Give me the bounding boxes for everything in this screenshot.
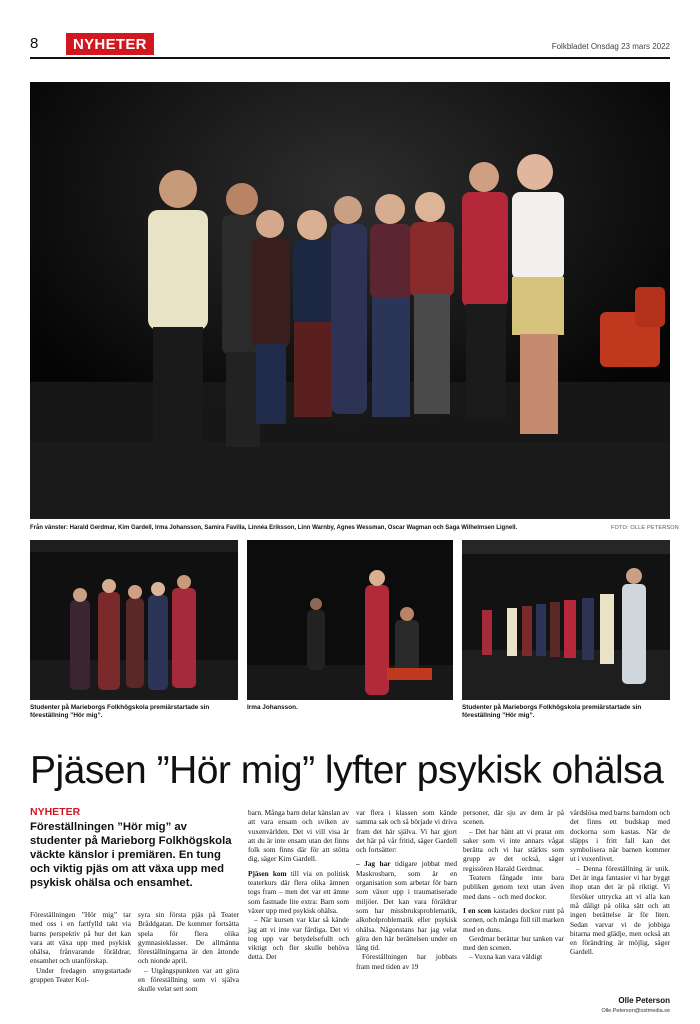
small-photo-1-caption: Studenter på Marieborgs Folkhögskola premiärstartade sin föreställning ”Hör mig”. bbox=[30, 704, 210, 719]
small-photo-3-caption: Studenter på Marieborgs Folkhögskola premiärstartade sin föreställning ”Hör mig”. bbox=[462, 704, 642, 719]
article-kicker: NYHETER bbox=[30, 806, 81, 818]
small-photo-1 bbox=[30, 540, 238, 700]
paragraph: – Vuxna kan vara väldigt bbox=[469, 952, 543, 962]
paragraph bbox=[248, 869, 349, 915]
lead-in: – Jag har bbox=[356, 859, 391, 869]
paragraph: Under fredagen smygstartade gruppen Teater Kol- bbox=[30, 965, 131, 985]
paragraph: Föreställningen ”Hör mig” tar med oss i en fartfylld takt via barns perspektiv på hur det kan vara att växa upp med psykisk ohälsa, frånvarande föräldrar, ensamhet och utanförskap. bbox=[30, 910, 131, 966]
article-headline: Pjäsen ”Hör mig” lyfter psykisk ohälsa bbox=[30, 749, 664, 792]
photo-credit: FOTO: OLLE PETERSON bbox=[611, 525, 679, 531]
lead-in: I en scen bbox=[463, 905, 492, 915]
author-email[interactable]: Olle.Peterson@ostmedia.se bbox=[601, 1008, 670, 1014]
paragraph: barn. Många barn delar känslan av att vara ensam och sviken av vuxenvärlden. Det vi vill visa är att du är inte ensam utan det finns folk som finns där för att stötta dig, säger Kim Gardell. bbox=[248, 808, 349, 864]
small-photo-2-caption: Irma Johansson. bbox=[247, 704, 298, 711]
paragraph: – När kursen var klar så kände jag att vi inte var färdiga. Det vi tog upp var betydelsefullt och viktigt och fler skulle behöva detta. Det bbox=[248, 915, 349, 962]
paragraph: syra sin första pjäs på Teater Bråddgatan. De kommer fortsätta spela för flera olika gymnasieklasser. De allmänna föreställningarna är den åttonde och nionde april. bbox=[138, 910, 239, 966]
body-column-1 bbox=[30, 910, 131, 984]
article-ingress: Föreställningen ”Hör mig” av studenter på Marieborg Folkhögskola väckte känslor i premiären. En tung och viktig pjäs om att växa upp med psykisk ohälsa och ensamhet. bbox=[30, 821, 232, 889]
paragraph: personer, där sju av dem är på scenen. bbox=[463, 808, 564, 827]
paragraph: Föreställningen har jobbats fram med tiden av 19 bbox=[356, 952, 457, 971]
page-header bbox=[30, 33, 670, 59]
body-column-5 bbox=[463, 808, 564, 962]
paragraph: – Denna föreställning är unik. Det är inga fantasier vi har byggt ihop utan det är på riktigt. Vi försöker uttrycka att vi alla kan må dåligt på olika sätt och att ingen berättelse är för liten. Sedan varvar vi de jobbiga bitarna med glädje, men också att en förändring är möjlig, säger Gardell. bbox=[570, 863, 670, 957]
body-column-3 bbox=[248, 808, 349, 962]
small-photo-2 bbox=[247, 540, 453, 700]
main-photo bbox=[30, 82, 670, 519]
paragraph bbox=[463, 906, 564, 934]
paragraph: – Utgångspunkten var att göra en föreställning som vi själva skulle velat sett som bbox=[138, 965, 239, 994]
byline: Olle Peterson bbox=[618, 996, 670, 1005]
page-number: 8 bbox=[30, 35, 39, 52]
paragraph: Gerdmar berättar hur tanken var med den scenen. bbox=[463, 933, 564, 953]
publication-date: Folkbladet Onsdag 23 mars 2022 bbox=[551, 42, 670, 51]
section-label: NYHETER bbox=[66, 33, 154, 55]
main-photo-caption: Från vänster: Harald Gerdmar, Kim Gardell, Irma Johansson, Samira Favilla, Linnéa Eriksson, Linn Warnby, Agnes Wessman, Oscar Wagman och Saga Wilhelmsen Lignell. bbox=[30, 525, 518, 531]
paragraph-text: kastades dockor runt på scenen, och många föll till marken med en duns. bbox=[463, 905, 564, 934]
paragraph: – Det har hänt att vi pratat om saker som vi inte annars vågat berätta och vi har stärkts som grupp av det också, säger regissören Harald Gerdmar. bbox=[463, 826, 564, 873]
body-column-2 bbox=[138, 910, 239, 994]
paragraph: vårdslösa med barns barndom och det finns ett budskap med dockorna som kastas. När de släpps i fritt fall kan det symbolisera när barnen kommer ut i vuxenlivet. bbox=[570, 808, 670, 864]
paragraph-text: tidigare jobbat med Maskrosbarn, som är en organisation som arbetar för barn som växer upp i traumatiserade miljöer. Det kan vara föräldrar som har missbruksproblematik, alkoholproblematik eller psykisk ohälsa. Någonstans har jag velat göra den här berättelsen under en lång tid. bbox=[356, 859, 457, 953]
paragraph-text: till via en politisk teaterkurs där flera olika ämnen togs fram – men det var ett ämne som fastnade lite extra: Barn som växer upp med psykisk ohälsa. bbox=[248, 868, 349, 915]
body-column-4 bbox=[356, 808, 457, 971]
paragraph: var flera i klassen som kände samma sak och så började vi driva fram det här själva. Vi har gjort det här på vår fritid, säger Gardell och fortsätter: bbox=[356, 808, 457, 855]
small-photo-3 bbox=[462, 540, 670, 700]
paragraph: Teatern fångade inte bara publiken genom text utan även med dans – och med dockor. bbox=[463, 873, 564, 901]
lead-in: Pjäsen kom bbox=[248, 868, 287, 878]
body-column-6 bbox=[570, 808, 670, 957]
header-rule bbox=[30, 57, 670, 59]
paragraph bbox=[356, 859, 457, 952]
